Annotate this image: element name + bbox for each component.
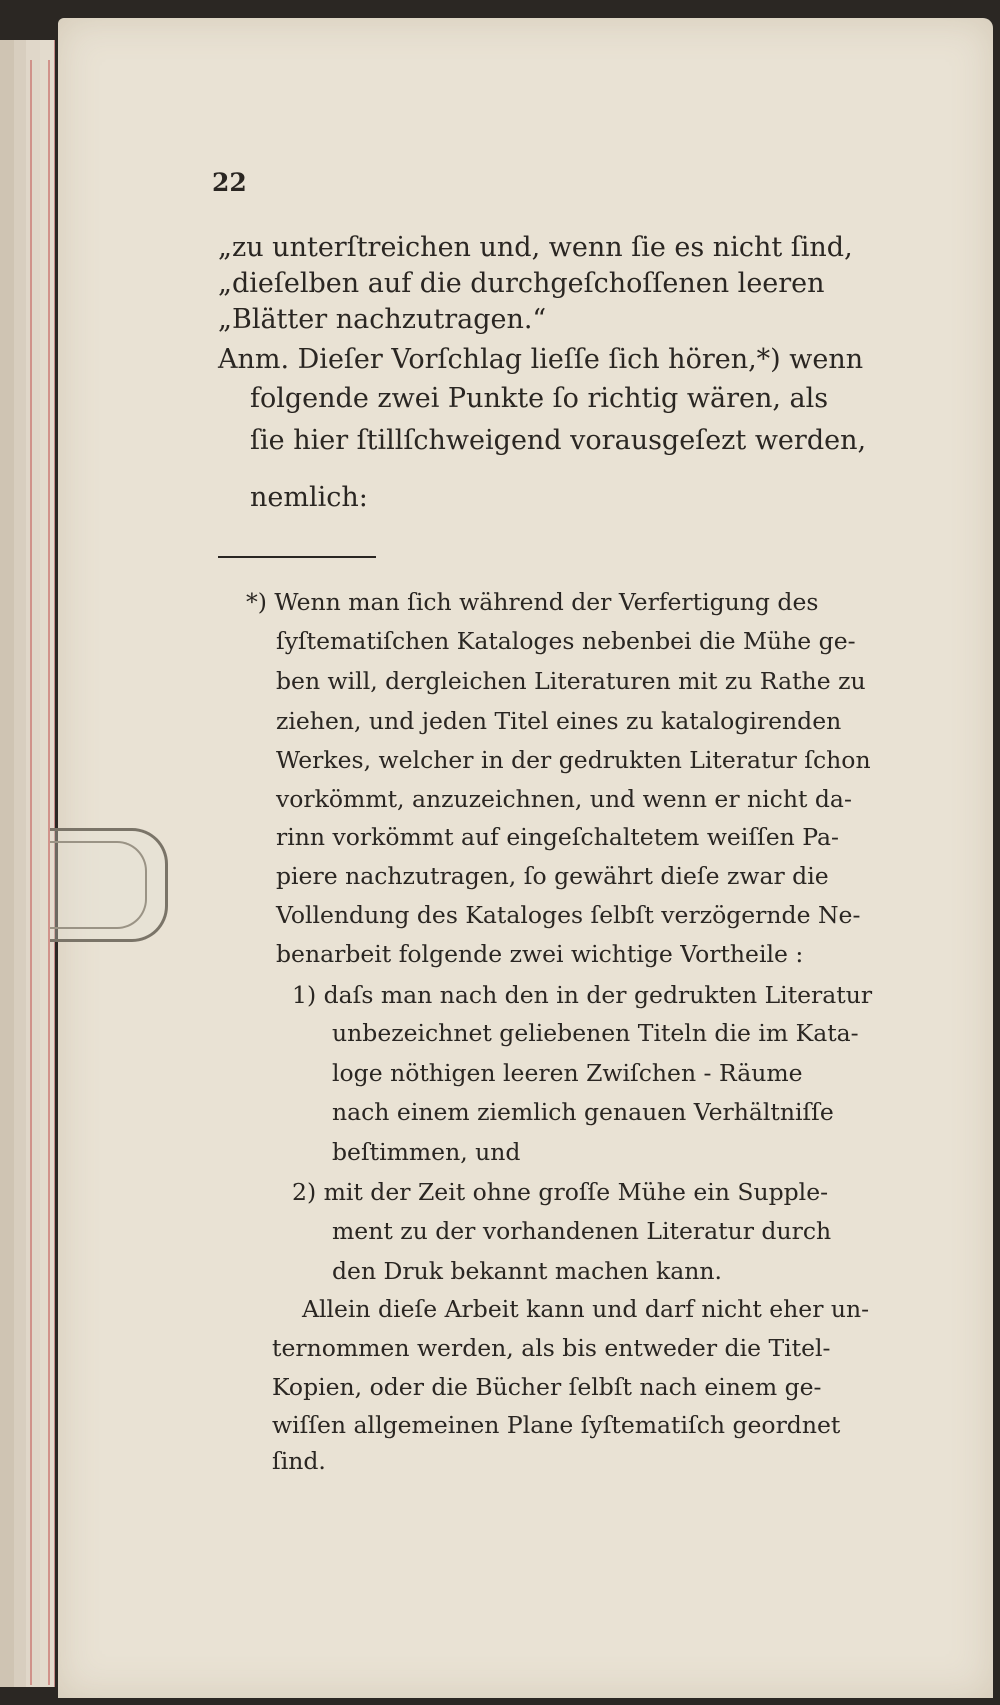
footnote-line: nach einem ziemlich genauen Verhältniſſe xyxy=(332,1098,834,1126)
footnote-line: ternommen werden, als bis entweder die Titel- xyxy=(272,1334,831,1362)
footnote-line: *) Wenn man ſich während der Verfertigung des xyxy=(246,588,819,616)
main-text-line: „zu unterſtreichen und, wenn ſie es nicht ſind, xyxy=(218,232,853,263)
page-edge xyxy=(0,40,15,1687)
footnote-line: Kopien, oder die Bücher ſelbſt nach einem ge- xyxy=(272,1373,822,1401)
main-text-line: ſie hier ſtillſchweigend vorausgeſezt werden, xyxy=(250,425,867,456)
footnote-line: unbezeichnet geliebenen Titeln die im Kata- xyxy=(332,1019,859,1047)
main-text-line: „Blätter nachzutragen.“ xyxy=(218,304,547,335)
footnote-line: wiſſen allgemeinen Plane ſyſtematiſch geordnet xyxy=(272,1411,841,1439)
main-text-line: folgende zwei Punkte ſo richtig wären, als xyxy=(250,383,829,414)
main-text-line: nemlich: xyxy=(250,482,368,513)
page-number: 22 xyxy=(212,168,247,197)
main-text-line: Anm. Dieſer Vorſchlag lieſſe ſich hören,*) wenn xyxy=(218,344,864,375)
footnote-line: rinn vorkömmt auf eingeſchaltetem weiſſen Pa- xyxy=(276,823,839,851)
footnote-line: Allein dieſe Arbeit kann und darf nicht eher un- xyxy=(302,1295,870,1323)
footnote-line: ment zu der vorhandenen Literatur durch xyxy=(332,1217,832,1245)
footnote-line: ziehen, und jeden Titel eines zu katalogirenden xyxy=(276,707,842,735)
footnote-divider xyxy=(218,556,376,558)
footnote-line: den Druk bekannt machen kann. xyxy=(332,1257,722,1285)
paper-clip xyxy=(50,828,168,942)
footnote-line: ſyſtematiſchen Kataloges nebenbei die Mühe ge- xyxy=(276,627,856,655)
footnote-line: loge nöthigen leeren Zwiſchen - Räume xyxy=(332,1059,803,1087)
footnote-line: piere nachzutragen, ſo gewährt dieſe zwar die xyxy=(276,862,829,890)
footnote-line: benarbeit folgende zwei wichtige Vortheile : xyxy=(276,940,804,968)
page-edge-tint xyxy=(30,60,32,1685)
footnote-list-item: 1) daſs man nach den in der gedrukten Literatur xyxy=(292,981,873,1009)
main-text-line: „dieſelben auf die durchgeſchoſſenen leeren xyxy=(218,268,825,299)
footnote-list-item: 2) mit der Zeit ohne groſſe Mühe ein Supple- xyxy=(292,1178,829,1206)
footnote-line: vorkömmt, anzuzeichnen, und wenn er nicht da- xyxy=(276,785,852,813)
page-edge xyxy=(26,40,41,1687)
footnote-line: beſtimmen, und xyxy=(332,1138,521,1166)
footnote-line: Werkes, welcher in der gedrukten Literatur ſchon xyxy=(276,746,871,774)
footnote-line: Vollendung des Kataloges ſelbſt verzögernde Ne- xyxy=(276,901,861,929)
footnote-line: ſind. xyxy=(272,1447,326,1475)
footnote-line: ben will, dergleichen Literaturen mit zu Rathe zu xyxy=(276,667,866,695)
